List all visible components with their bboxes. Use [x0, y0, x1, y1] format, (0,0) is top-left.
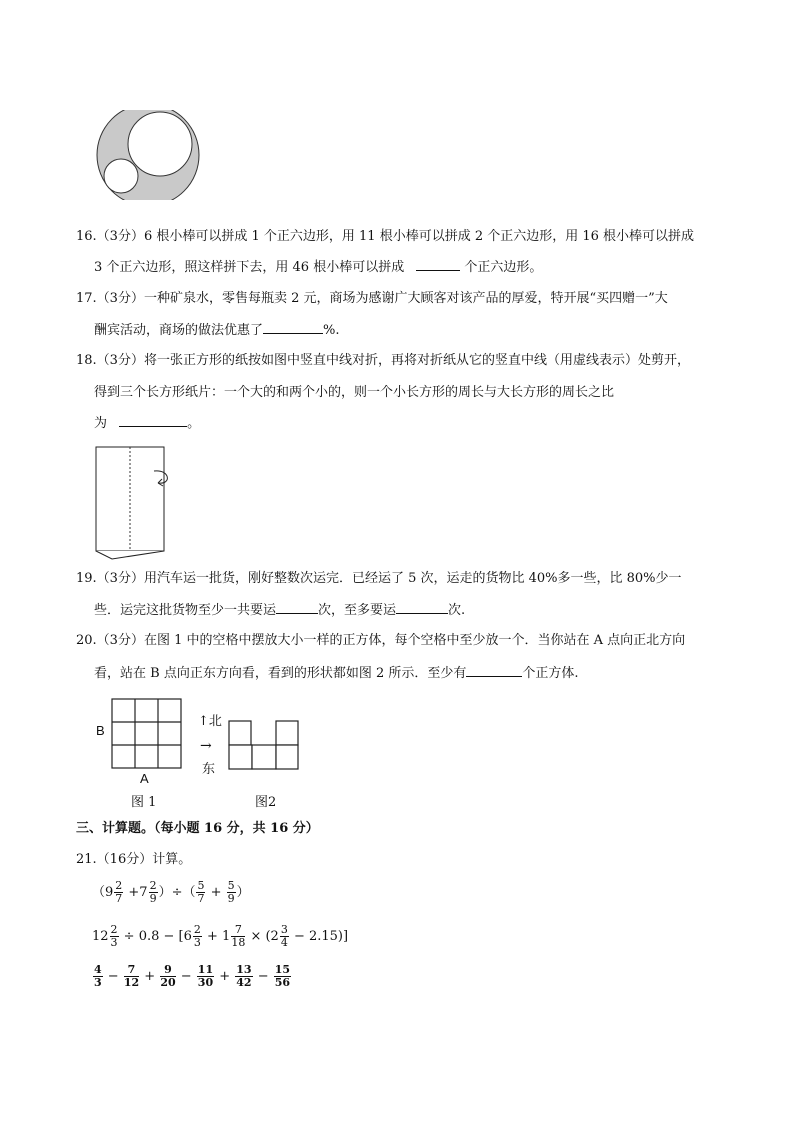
- e1-plus: +7: [124, 885, 148, 900]
- e3-f3-den: 20: [160, 976, 176, 989]
- e1-close: ）: [236, 885, 250, 900]
- q17-text-a: 酬宾活动，商场的做法优惠了: [94, 323, 264, 338]
- circles-figure: [95, 110, 205, 200]
- e2-b: ÷ 0.8 − [6: [119, 929, 192, 944]
- fig1-label-a: A: [140, 771, 149, 786]
- e2-c: + 1: [202, 929, 231, 944]
- q20-line2: [94, 664, 579, 683]
- e3-f2-den: 12: [123, 976, 140, 989]
- e3-f4-num: 11: [197, 963, 214, 976]
- e1-mid: ）÷（: [158, 885, 196, 900]
- e2-e: − 2.15)]: [289, 929, 349, 944]
- e2-f4-num: 3: [280, 923, 288, 936]
- q18-text-a: 为: [94, 416, 108, 431]
- q16-line2: [94, 258, 542, 277]
- e3-s3: −: [176, 969, 196, 984]
- e1-f4-num: 5: [227, 879, 235, 892]
- fig1-caption: 图 1: [131, 795, 157, 810]
- e1-f4-den: 9: [227, 892, 235, 905]
- q19-min-blank[interactable]: [276, 601, 318, 614]
- figure1-grid: [111, 698, 183, 770]
- e3-f5-num: 13: [236, 963, 252, 976]
- q16-text-a: 3 个正六边形，照这样拼下去，用 46 根小棒可以拼成: [94, 260, 405, 275]
- paper-fold-flap: [96, 551, 164, 559]
- e2-f3-num: 7: [231, 924, 245, 937]
- e3-f4-den: 30: [197, 976, 214, 989]
- e3-s4: +: [215, 969, 235, 984]
- q16-answer-blank[interactable]: [416, 258, 460, 271]
- e2-d: × (2: [246, 929, 279, 944]
- folded-paper-figure: [94, 445, 184, 565]
- fig1-label-b: B: [96, 723, 105, 738]
- q19-max-blank[interactable]: [396, 601, 448, 614]
- e2-f1-num: 2: [110, 923, 118, 936]
- east-label: 东: [202, 762, 216, 777]
- q21-expression-3: [92, 964, 292, 989]
- q21-title: 21.（16分）计算。: [76, 852, 192, 867]
- e1-f3-num: 5: [197, 879, 205, 892]
- e3-s5: −: [253, 969, 273, 984]
- q19-text-b: 次，至多要运: [318, 603, 397, 618]
- north-indicator: [198, 710, 222, 729]
- small-inner-circle: [104, 159, 138, 193]
- e3-f2-num: 7: [124, 964, 139, 977]
- e3-f1-num: 4: [94, 963, 102, 976]
- q16-text-b: 个正六边形。: [464, 260, 543, 275]
- e1-f2-den: 9: [149, 892, 157, 905]
- e1-f3-den: 7: [197, 892, 205, 905]
- q17-line2: [94, 321, 340, 340]
- q20-line1: 20.（3分）在图 1 中的空格中摆放大小一样的正方体，每个空格中至少放一个．当你站在 A 点向正北方向: [76, 633, 686, 648]
- e1-f1-num: 2: [115, 879, 123, 892]
- q18-line2: 得到三个长方形纸片：一个大的和两个小的，则一个小长方形的周长与大长方形的周长之比: [94, 385, 615, 400]
- e2-f4-den: 4: [280, 936, 288, 949]
- q20-text-b: 个正方体.: [522, 666, 579, 681]
- q18-answer-blank[interactable]: [119, 414, 187, 427]
- q19-line2: [94, 601, 465, 620]
- e2-f3-den: 18: [231, 936, 246, 949]
- q17-line1: 17.（3分）一种矿泉水，零售每瓶卖 2 元，商场为感谢广大顾客对该产品的厚爱，特开展“买四赠一”大: [76, 291, 668, 306]
- e1-plus2: +: [206, 885, 226, 900]
- q17-answer-blank[interactable]: [263, 321, 323, 334]
- e2-f1-den: 3: [110, 936, 118, 949]
- e2-f2-num: 2: [193, 923, 201, 936]
- east-arrow-icon: →: [200, 738, 212, 754]
- figure2-view: [228, 720, 302, 772]
- e3-f5-den: 42: [236, 976, 252, 989]
- q18-text-b: 。: [187, 416, 201, 431]
- q19-text-a: 些．运完这批货物至少一共要运: [94, 603, 277, 618]
- e1-open: （9: [92, 885, 114, 900]
- e3-f3-num: 9: [160, 964, 175, 977]
- q18-line1: 18.（3分）将一张正方形的纸按如图中竖直中线对折，再将对折纸从它的竖直中线（用虚线表示）处剪开，: [76, 353, 690, 368]
- fig2-caption: 图2: [255, 795, 277, 810]
- e3-s2: +: [140, 969, 160, 984]
- q17-text-b: %.: [323, 323, 340, 338]
- q21-expression-1: [92, 880, 250, 905]
- q19-line1: 19.（3分）用汽车运一批货，刚好整数次运完．已经运了 5 次，运走的货物比 40%多一些，比 80%少一: [76, 571, 682, 586]
- section3-heading: 三、计算题。（每小题 16 分，共 16 分）: [76, 821, 319, 836]
- q21-expression-2: [92, 924, 348, 949]
- q20-text-a: 看，站在 B 点向正东方向看，看到的形状都如图 2 所示．至少有: [94, 666, 467, 681]
- e3-f1-den: 3: [94, 976, 102, 989]
- large-inner-circle: [128, 112, 192, 176]
- q19-text-c: 次.: [448, 603, 466, 618]
- e3-f6-den: 56: [274, 976, 291, 989]
- q20-answer-blank[interactable]: [466, 664, 522, 677]
- e2-a: 12: [92, 929, 109, 944]
- e1-f1-den: 7: [115, 892, 123, 905]
- q16-line1: 16.（3分）6 根小棒可以拼成 1 个正六边形，用 11 根小棒可以拼成 2 个正六边形，用 16 根小棒可以拼成: [76, 229, 695, 244]
- e1-f2-num: 2: [149, 879, 157, 892]
- e2-f2-den: 3: [193, 936, 201, 949]
- north-arrow-icon: ↑: [198, 714, 209, 729]
- e3-s1: −: [103, 969, 123, 984]
- q18-line3: [94, 414, 200, 433]
- e3-f6-num: 15: [274, 963, 291, 976]
- north-label: 北: [208, 714, 222, 729]
